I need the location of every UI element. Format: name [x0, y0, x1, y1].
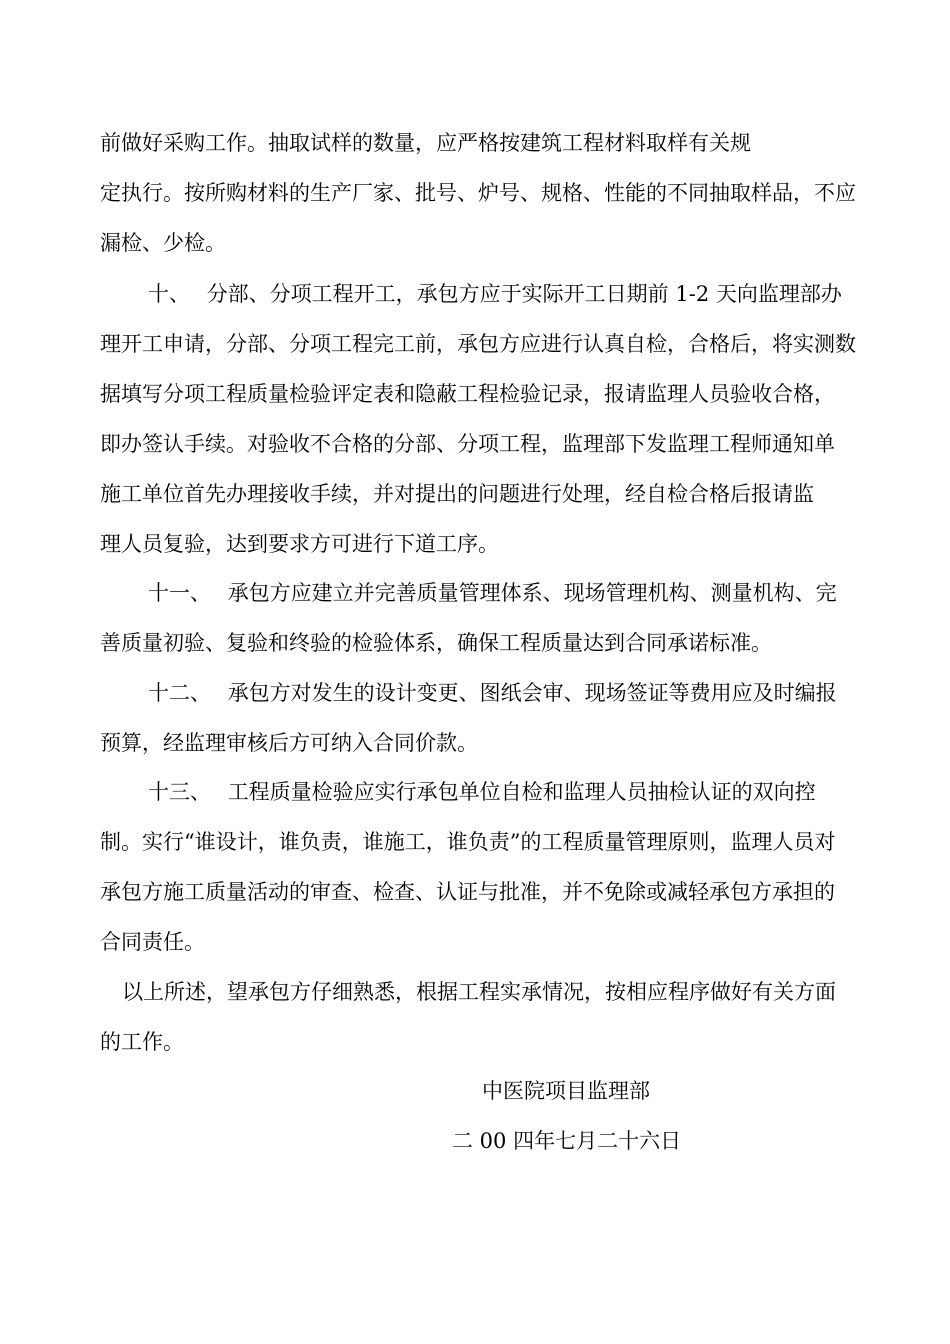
item10-number: 十、 — [148, 282, 190, 306]
item11-number: 十一、 — [148, 581, 211, 605]
item10-line-3: 据填写分项工程质量检验评定表和隐蔽工程检验记录，报请监理人员验收合格， — [100, 382, 835, 406]
intro-line-2: 定执行。按所购材料的生产厂家、批号、炉号、规格、性能的不同抽取样品，不应 — [100, 181, 856, 205]
item12-number: 十二、 — [148, 681, 211, 705]
item13-line-3: 承包方施工质量活动的审查、检查、认证与批准，并不免除或减轻承包方承担的 — [100, 880, 835, 904]
closing-line-2: 的工作。 — [100, 1030, 184, 1054]
intro-line-1: 前做好采购工作。抽取试样的数量，应严格按建筑工程材料取样有关规 — [100, 131, 751, 155]
item12-first-line — [148, 680, 837, 706]
item12-line-2: 预算，经监理审核后方可纳入合同价款。 — [100, 731, 478, 755]
item10-line-2: 理开工申请，分部、分项工程完工前，承包方应进行认真自检，合格后，将实测数 — [100, 332, 856, 356]
item13-line-1: 工程质量检验应实行承包单位自检和监理人员抽检认证的双向控 — [227, 780, 816, 804]
item10-line-1: 分部、分项工程开工，承包方应于实际开工日期前 1-2 天向监理部办 — [206, 282, 842, 306]
item12-line-1: 承包方对发生的设计变更、图纸会审、现场签证等费用应及时编报 — [227, 681, 837, 705]
item10-line-5: 施工单位首先办理接收手续，并对提出的问题进行处理，经自检合格后报请监 — [100, 482, 814, 506]
item10-line-6: 理人员复验，达到要求方可进行下道工序。 — [100, 532, 499, 556]
item11-line-1: 承包方应建立并完善质量管理体系、现场管理机构、测量机构、完 — [227, 581, 837, 605]
item13-first-line — [148, 779, 816, 805]
closing-line-1: 以上所述，望承包方仔细熟悉，根据工程实承情况，按相应程序做好有关方面 — [122, 980, 836, 1004]
signature-date: 二 00 四年七月二十六日 — [452, 1129, 682, 1153]
item10-first-line — [148, 281, 842, 307]
item13-number: 十三、 — [148, 780, 211, 804]
intro-line-3: 漏检、少检。 — [100, 231, 226, 255]
item11-line-2: 善质量初验、复验和终验的检验体系，确保工程质量达到合同承诺标准。 — [100, 631, 772, 655]
item10-line-4: 即办签认手续。对验收不合格的分部、分项工程，监理部下发监理工程师通知单 — [100, 432, 835, 456]
item11-first-line — [148, 580, 837, 606]
item13-line-4: 合同责任。 — [100, 930, 205, 954]
signature-organization: 中医院项目监理部 — [482, 1079, 650, 1103]
item13-line-2: 制。实行“谁设计，谁负责，谁施工，谁负责”的工程质量管理原则，监理人员对 — [100, 830, 836, 854]
